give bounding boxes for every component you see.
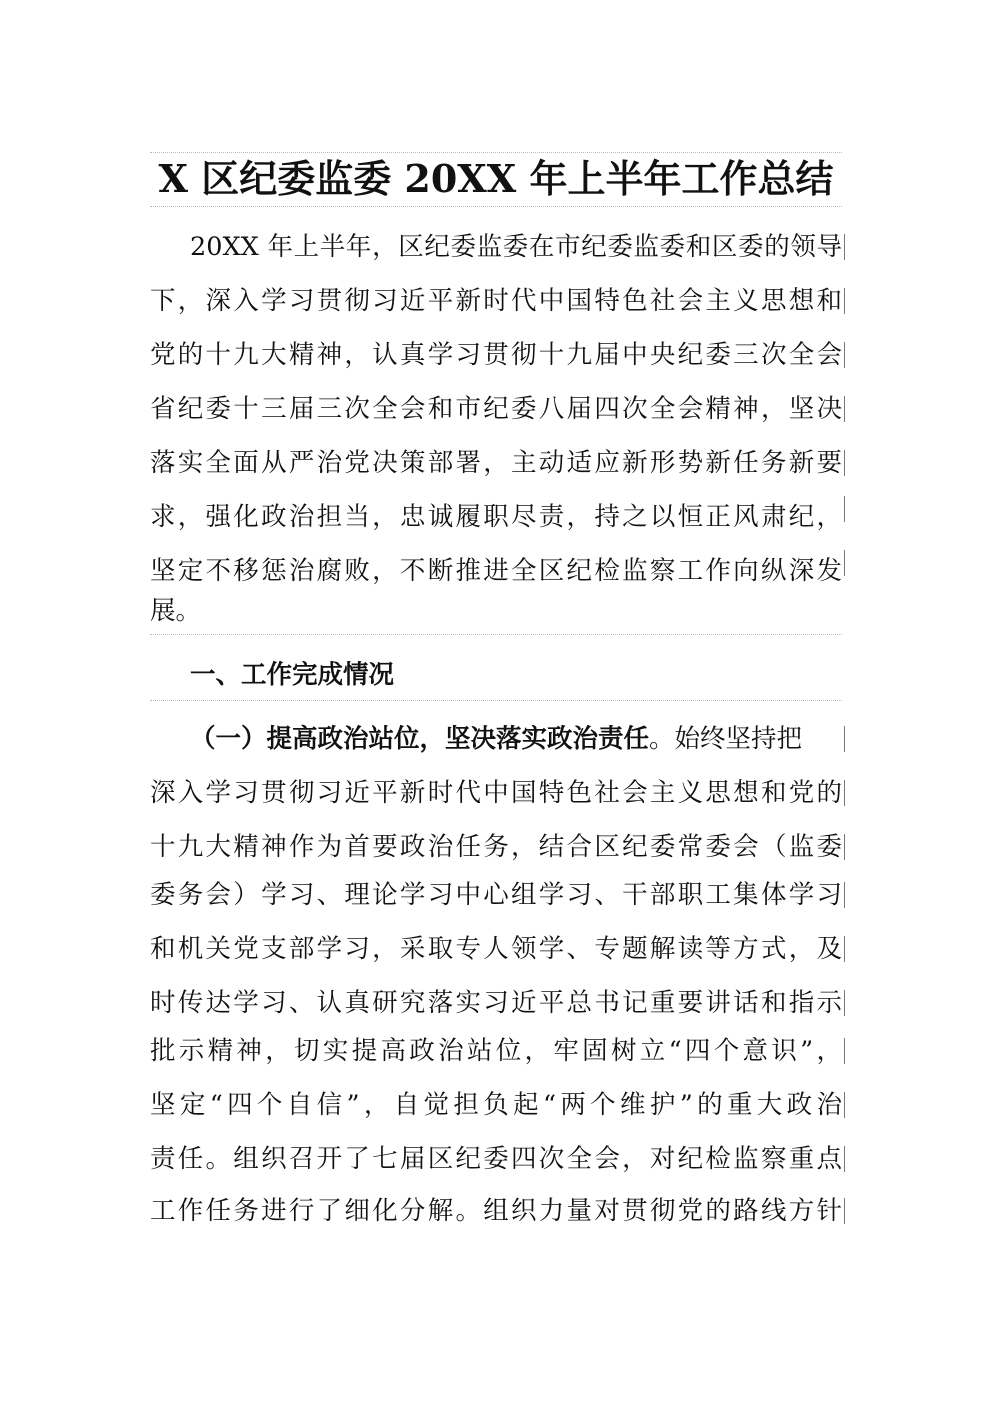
margin-mark: [844, 1198, 845, 1224]
margin-mark: [844, 396, 845, 422]
body-line: 工作任务进行了细化分解。组织力量对贯彻党的路线方针: [150, 1196, 842, 1226]
body-line: 时传达学习、认真研究落实习近平总书记重要讲话和指示: [150, 988, 842, 1018]
body-line: 十九大精神作为首要政治任务，结合区纪委常委会（监委: [150, 832, 842, 862]
margin-mark: [844, 726, 845, 752]
intro-line: 求，强化政治担当，忠诚履职尽责，持之以恒正风肃纪，: [150, 502, 842, 532]
section-heading: 一、工作完成情况: [190, 660, 395, 690]
body-line: 坚定“四个自信”，自觉担负起“两个维护”的重大政治: [150, 1090, 842, 1120]
subsection-lead: （一）提高政治站位，坚决落实政治责任: [190, 724, 650, 754]
margin-mark: [844, 882, 845, 908]
body-line: 委务会）学习、理论学习中心组学习、干部职工集体学习: [150, 880, 842, 910]
paragraph-rule: [150, 700, 842, 701]
subsection-lead-line: [150, 712, 842, 766]
margin-mark: [844, 288, 845, 314]
body-line: 深入学习贯彻习近平新时代中国特色社会主义思想和党的: [150, 778, 842, 808]
intro-line: 20XX 年上半年，区纪委监委在市纪委监委和区委的领导: [190, 232, 842, 262]
body-line: 责任。组织召开了七届区纪委四次全会，对纪检监察重点: [150, 1144, 842, 1174]
body-line: 批示精神，切实提高政治站位，牢固树立“四个意识”，: [150, 1036, 842, 1066]
margin-mark: [844, 1092, 845, 1118]
margin-mark: [844, 234, 845, 260]
margin-mark: [844, 780, 845, 806]
intro-line: 下，深入学习贯彻习近平新时代中国特色社会主义思想和: [150, 286, 842, 316]
paragraph-rule: [150, 634, 842, 635]
margin-mark: [844, 1146, 845, 1172]
margin-mark: [844, 936, 845, 962]
body-line: 和机关党支部学习，采取专人领学、专题解读等方式，及: [150, 934, 842, 964]
margin-mark: [844, 990, 845, 1016]
margin-mark: [844, 550, 845, 576]
intro-line: 落实全面从严治党决策部署，主动适应新形势新任务新要: [150, 448, 842, 478]
intro-line: 坚定不移惩治腐败，不断推进全区纪检监察工作向纵深发: [150, 556, 842, 586]
margin-mark: [844, 450, 845, 476]
intro-line: 省纪委十三届三次全会和市纪委八届四次全会精神，坚决: [150, 394, 842, 424]
margin-mark: [844, 834, 845, 860]
intro-line: 党的十九大精神，认真学习贯彻十九届中央纪委三次全会: [150, 340, 842, 370]
margin-mark: [844, 1038, 845, 1064]
title-bottom-rule: [150, 206, 842, 207]
subsection-lead-rest: 。始终坚持把: [649, 724, 803, 754]
margin-mark: [844, 496, 845, 522]
intro-line: 展。: [150, 596, 202, 626]
margin-mark: [844, 342, 845, 368]
document-title: X 区纪委监委 20XX 年上半年工作总结: [158, 156, 834, 201]
